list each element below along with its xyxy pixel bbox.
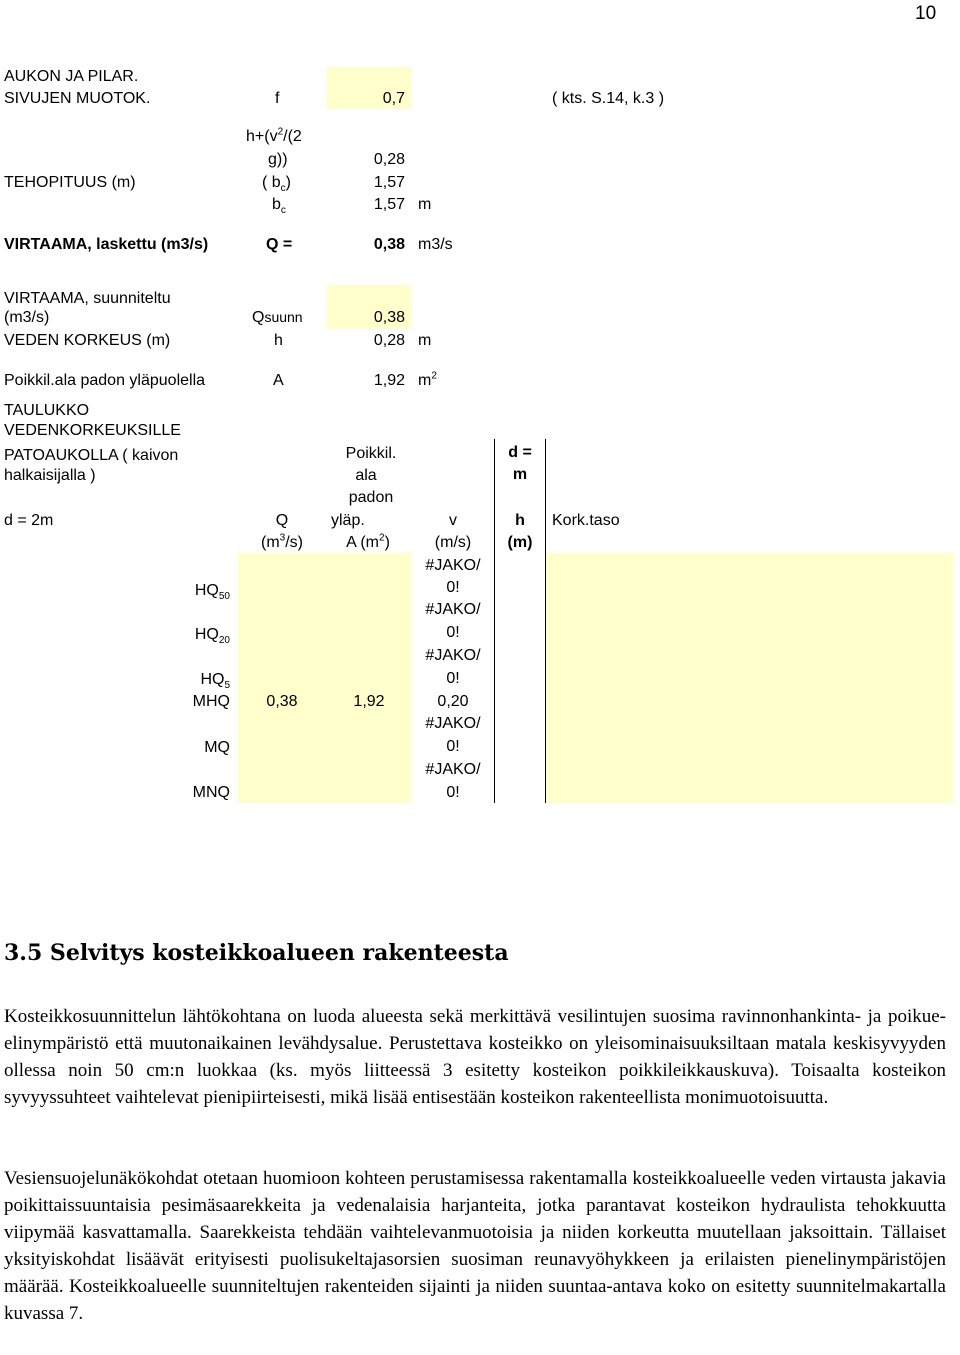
header-h-line2: (m) (507, 534, 533, 551)
virtaama-suunniteltu-label1: VIRTAAMA, suunniteltu (4, 290, 171, 307)
highlight-a-column (327, 553, 412, 803)
header-a-line1: Poikkil. (345, 445, 397, 462)
header-h-top1: d = (508, 444, 532, 461)
poikkil-value: 1,92 (373, 372, 405, 389)
table-row-label: $HQ_{20}$ (194, 626, 230, 647)
veden-korkeus-label: VEDEN KORKEUS (m) (4, 332, 171, 349)
poikkil-unit: $m^2$ (418, 370, 437, 389)
virtaama-laskettu-label: VIRTAAMA, laskettu (m3/s) (4, 236, 209, 253)
table-border-right (545, 439, 546, 803)
formula-line1: $h+(v^2/(2$ (246, 126, 302, 145)
header-q-line1: Q (275, 512, 289, 529)
table-row-v1: #JAKO/ (425, 647, 481, 664)
header-h-top2: m (512, 466, 528, 483)
table-row-label: $HQ_5$ (200, 671, 230, 692)
q-suunn-symbol: Qsuunn (252, 309, 303, 326)
tehopituus-unit: m (418, 196, 432, 213)
table-row-label: MQ (204, 739, 230, 756)
q-suunn-value: 0,38 (373, 309, 405, 326)
tehopituus-label: TEHOPITUUS (m) (4, 174, 136, 191)
tehopituus-value2: 1,57 (373, 174, 405, 191)
table-row-v1: #JAKO/ (425, 761, 481, 778)
reference-note: ( kts. S.14, k.3 ) (552, 90, 665, 107)
tehopituus-value1: 0,28 (373, 151, 405, 168)
poikkil-label: Poikkil.ala padon yläpuolella (4, 372, 206, 389)
table-title-line3: PATOAUKOLLA ( kaivon (4, 447, 179, 464)
table-row-q: 0,38 (266, 693, 298, 710)
header-a-line5: A $(m^2)$ (346, 532, 390, 551)
table-title-line1: TAULUKKO (4, 402, 90, 419)
f-label: f (275, 90, 280, 107)
table-border-left (494, 439, 495, 803)
table-row-v2: 0! (446, 579, 460, 596)
bc-paren: ( $b_c$) (262, 174, 291, 195)
d-label: d = 2m (4, 512, 54, 529)
section-heading: 3.5 Selvitys kosteikkoalueen rakenteesta (4, 940, 509, 966)
header-kork: Kork.taso (552, 512, 620, 529)
table-row-label: MNQ (192, 784, 230, 801)
tehopituus-value3: 1,57 (373, 196, 405, 213)
section-paragraph-2: Vesiensuojelunäkökohdat otetaan huomioon kohteen perustamisessa rakentamalla kosteikkoalueelle veden virtausta jakavia poikittaissuuntaisia pesimäsaarekkeita ja vedenalaisia harjanteita, jotka parantavat kosteikon hydraulista tehokkuutta viipymää kasvattamalla. Saarekkeista tehdään vaihtelevanmuotoisia ja niiden korkeutta muutellaan jaksoittain. Tällaiset yksityiskohdat lisäävät erityisesti puolisukeltajasorsien suosiman reunavyöhykkeen ja erilaisten pienelinympäristöjen määrää. Kosteikkoalueelle suunniteltujen rakenteiden sijainti ja niiden suuntaa-antava koko on esitetty suunnitelmakartalla kuvassa 7. (4, 1168, 946, 1324)
header-q-line2: $(m^3/s)$ (261, 532, 303, 551)
header-a-line3: padon (348, 489, 394, 506)
table-title-line4: halkaisijalla ) (4, 467, 96, 484)
table-row-v2: 0,20 (437, 693, 469, 710)
table-row-v2: 0! (446, 670, 460, 687)
table-row-v2: 0! (446, 738, 460, 755)
formula-line2: g)) (268, 151, 288, 168)
table-row-label: $HQ_{50}$ (194, 582, 230, 603)
table-title-line2: VEDENKORKEUKSILLE (4, 422, 181, 439)
bc-label: $b_c$ (272, 196, 286, 217)
header-h-line1: h (515, 512, 525, 529)
table-row-v2: 0! (446, 624, 460, 641)
table-row-v1: #JAKO/ (425, 601, 481, 618)
title-line2: SIVUJEN MUOTOK. (4, 90, 151, 107)
highlight-q-column (238, 553, 327, 803)
table-row-label: MHQ (192, 693, 230, 710)
header-v-line2: (m/s) (434, 534, 472, 551)
header-a-line2: ala (355, 467, 377, 484)
table-row-v1: #JAKO/ (425, 715, 481, 732)
page-number: 10 (915, 3, 937, 24)
section-paragraph-1: Kosteikkosuunnittelun lähtökohtana on luoda alueesta sekä merkittävä vesilintujen suosima ravinnonhankinta- ja poikue-elinympäristö että muutonaikainen levähdysalue. Perustettava kosteikko on yleisominaisuuksiltaan matala keskisyvyyden ollessa noin 50 cm:n luokkaa (ks. myös liitteessä 3 esitetty kosteikon poikkileikkauskuva). Toisaalta kosteikon syvyyssuhteet vaihtelevat pienipiirteisesti, mikä lisää entisestään kosteikon rakenteellista monimuotoisuutta. (4, 1006, 946, 1108)
table-row-v1: #JAKO/ (425, 557, 481, 574)
virtaama-laskettu-symbol: Q = (266, 236, 293, 253)
f-value: 0,7 (382, 90, 405, 107)
veden-korkeus-value: 0,28 (373, 332, 405, 349)
poikkil-symbol: A (273, 372, 284, 389)
virtaama-suunniteltu-label2: (m3/s) (4, 309, 50, 326)
veden-korkeus-symbol: h (274, 332, 283, 349)
highlight-kork-column (546, 553, 954, 803)
virtaama-laskettu-value: 0,38 (373, 236, 405, 253)
virtaama-laskettu-unit: m3/s (418, 236, 453, 253)
header-v-line1: v (449, 512, 457, 529)
title-line1: AUKON JA PILAR. (4, 68, 139, 85)
veden-korkeus-unit: m (418, 332, 432, 349)
table-row-v2: 0! (446, 784, 460, 801)
header-a-line4: yläp. (331, 512, 365, 529)
table-row-a: 1,92 (353, 693, 385, 710)
